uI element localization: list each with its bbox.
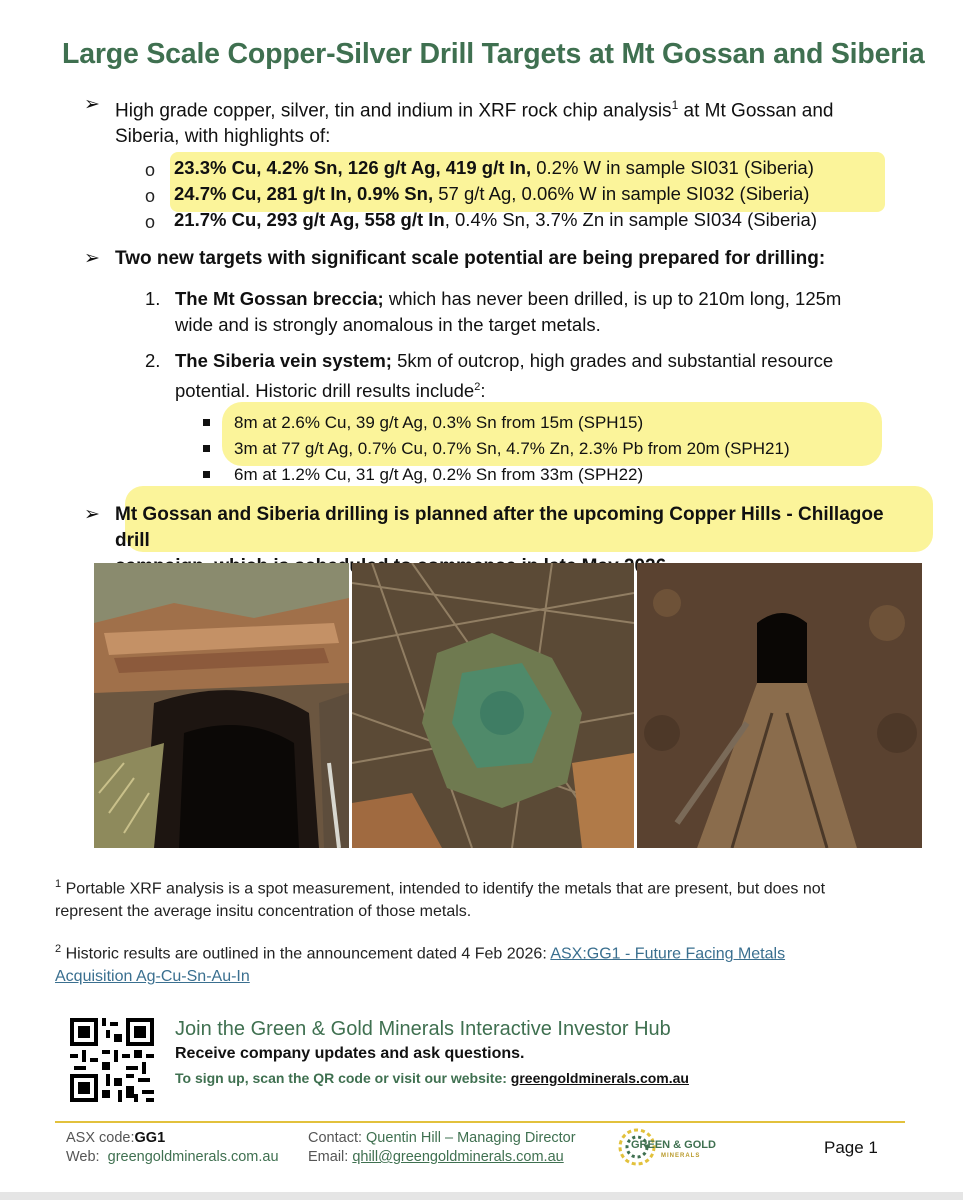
square-bullet-icon bbox=[203, 445, 210, 452]
sub-bullet-icon: o bbox=[145, 160, 156, 180]
drill-result-item: 8m at 2.6% Cu, 39 g/t Ag, 0.3% Sn from 15m (SPH15) bbox=[234, 413, 644, 432]
highlight-item: 24.7% Cu, 281 g/t In, 0.9% Sn, 57 g/t Ag, 0.06% W in sample SI032 (Siberia) bbox=[174, 183, 810, 204]
web-address: Web: greengoldminerals.com.au bbox=[66, 1149, 279, 1165]
target-number: 2. bbox=[145, 350, 161, 371]
bullet-arrow-icon: ➢ bbox=[84, 248, 100, 269]
photo-gossan-outcrop bbox=[94, 563, 349, 848]
page-title: Large Scale Copper-Silver Drill Targets at Mt Gossan and Siberia bbox=[62, 38, 925, 70]
target-2-text: The Siberia vein system; 5km of outcrop, high grades and substantial resource potential. Historic drill results include$^2$: bbox=[175, 350, 834, 402]
drill-result-item: 6m at 1.2% Cu, 31 g/t Ag, 0.2% Sn from 33m (SPH22) bbox=[234, 465, 644, 484]
logo-text: GREEN & GOLD bbox=[631, 1139, 716, 1151]
target-1-text: The Mt Gossan breccia; which has never been drilled, is up to 210m long, 125m wide and is strongly anomalous in the target metals. bbox=[175, 288, 842, 335]
sub-bullet-icon: o bbox=[145, 212, 156, 232]
website-link[interactable]: greengoldminerals.com.au bbox=[510, 1070, 689, 1086]
qr-code[interactable] bbox=[70, 1018, 154, 1102]
footer-divider bbox=[55, 1121, 905, 1123]
asx-code: ASX code:GG1 bbox=[66, 1130, 166, 1146]
investor-hub-cta: To sign up, scan the QR code or visit our website: greengoldminerals.com.au bbox=[175, 1070, 689, 1086]
footnote-2: $^2$ Historic results are outlined in the announcement dated 4 Feb 2026: ASX:GG1 - Future Facing Metals Acquisition Ag-Cu-Sn-Au-In bbox=[55, 943, 786, 986]
highlight-item: 21.7% Cu, 293 g/t Ag, 558 g/t In, 0.4% Sn, 3.7% Zn in sample SI034 (Siberia) bbox=[174, 209, 817, 230]
company-logo bbox=[617, 1125, 727, 1169]
bullet-2-text: Two new targets with significant scale potential are being prepared for drilling: bbox=[115, 248, 826, 269]
sub-bullet-icon: o bbox=[145, 186, 156, 206]
drill-result-item: 3m at 77 g/t Ag, 0.7% Cu, 0.7% Sn, 4.7% Zn, 2.3% Pb from 20m (SPH21) bbox=[234, 439, 790, 458]
bottom-edge bbox=[0, 1192, 963, 1200]
announcement-link[interactable]: ASX:GG1 - Future Facing Metals bbox=[550, 945, 786, 963]
logo-subtext: MINERALS bbox=[661, 1153, 701, 1159]
investor-hub-subtitle: Receive company updates and ask questions. bbox=[175, 1045, 525, 1062]
bullet-arrow-icon: ➢ bbox=[84, 504, 100, 525]
square-bullet-icon bbox=[203, 471, 210, 478]
target-number: 1. bbox=[145, 288, 161, 309]
bullet-3-text: Mt Gossan and Siberia drilling is planned after the upcoming Copper Hills - Chillagoe drill bbox=[115, 504, 884, 551]
contact-info: Contact: Quentin Hill – Managing Director bbox=[308, 1130, 576, 1146]
investor-hub-title: Join the Green & Gold Minerals Interactive Investor Hub bbox=[175, 1018, 671, 1040]
highlight-item: 23.3% Cu, 4.2% Sn, 126 g/t Ag, 419 g/t In, 0.2% W in sample SI031 (Siberia) bbox=[174, 157, 814, 178]
page-number: Page 1 bbox=[824, 1138, 878, 1157]
bullet-arrow-icon: ➢ bbox=[84, 94, 100, 115]
bullet-1-text: High grade copper, silver, tin and indium in XRF rock chip analysis$^1$ at Mt Gossan and Siberia, with highlights of: bbox=[115, 98, 834, 148]
email-link[interactable]: qhill@greengoldminerals.com.au bbox=[352, 1149, 564, 1165]
photo-mine-adit bbox=[637, 563, 922, 848]
photo-copper-rock bbox=[352, 563, 634, 848]
footnote-1: $^1$ Portable XRF analysis is a spot measurement, intended to identify the metals that are present, but does not represent the average insitu concentration of those metals. bbox=[55, 878, 826, 921]
square-bullet-icon bbox=[203, 419, 210, 426]
announcement-link-continued[interactable]: Acquisition Ag-Cu-Sn-Au-In bbox=[55, 968, 250, 986]
email-info: Email: qhill@greengoldminerals.com.au bbox=[308, 1149, 564, 1165]
